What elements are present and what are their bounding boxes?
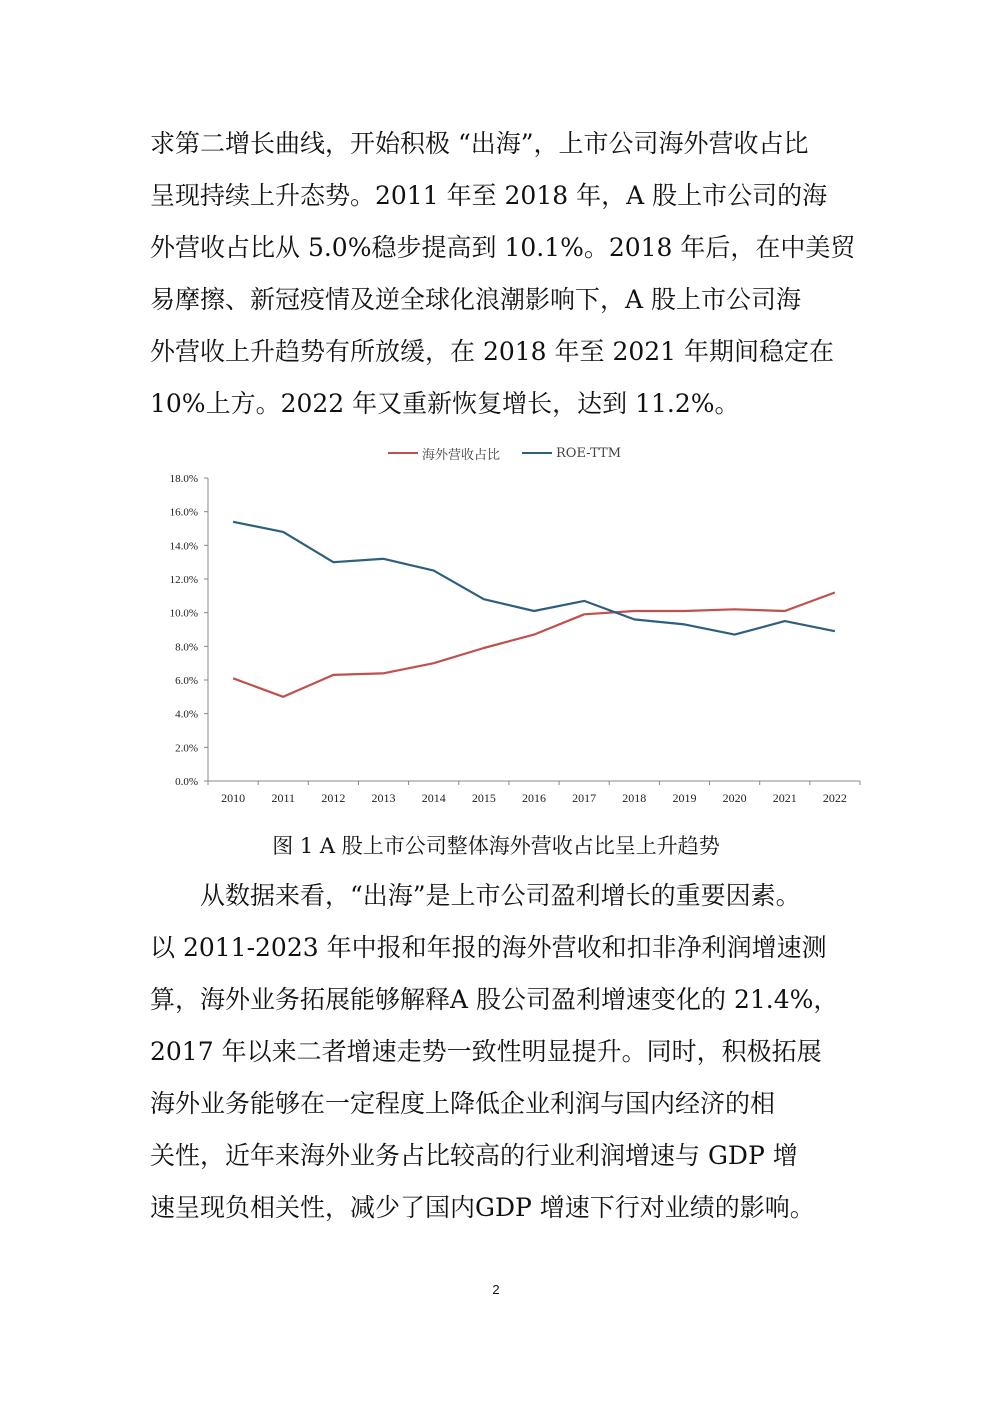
y-tick-label: 16.0%	[169, 506, 198, 519]
text-line: 以 2011-2023 年中报和年报的海外营收和扣非净利润增速测	[150, 933, 827, 962]
text-line: 2017 年以来二者增速走势一致性明显提升。同时，积极拓展	[150, 1037, 822, 1066]
text-line: 关性，近年来海外业务占比较高的行业利润增速与 GDP 增	[150, 1141, 798, 1170]
figure-caption: 图 1 A 股上市公司整体海外营收占比呈上升趋势	[272, 834, 720, 858]
x-tick-label: 2014	[421, 791, 446, 805]
x-tick-label: 2016	[522, 791, 546, 805]
chart-legend	[0, 442, 992, 464]
y-tick-label: 0.0%	[175, 776, 198, 788]
y-tick-label: 6.0%	[175, 675, 198, 687]
text-line: 算，海外业务拓展能够解释A 股公司盈利增速变化的 21.4%，	[150, 985, 839, 1014]
y-tick-label: 18.0%	[169, 473, 198, 485]
x-tick-label: 2013	[371, 791, 396, 805]
legend-label-overseas: 海外营收占比	[422, 447, 501, 463]
y-tick-label: 12.0%	[169, 574, 198, 586]
x-tick-label: 2010	[221, 791, 246, 805]
page-number: 2	[492, 1282, 500, 1297]
y-tick-label: 2.0%	[175, 742, 198, 755]
x-tick-label: 2020	[722, 791, 747, 805]
legend-label-roe: ROE-TTM	[556, 445, 621, 461]
legend-item-overseas	[388, 442, 500, 464]
legend-item-roe	[522, 442, 621, 464]
series-line-overseas-revenue	[233, 593, 835, 697]
text-line: 海外业务能够在一定程度上降低企业利润与国内经济的相	[150, 1089, 776, 1118]
x-tick-label: 2017	[572, 791, 597, 805]
y-tick-label: 14.0%	[169, 540, 198, 553]
text-line: 呈现持续上升态势。2011 年至 2018 年，A 股上市公司的海	[150, 181, 828, 210]
x-tick-label: 2021	[772, 791, 797, 805]
text-line: 易摩擦、新冠疫情及逆全球化浪潮影响下，A 股上市公司海	[150, 285, 802, 314]
y-tick-label: 4.0%	[175, 708, 198, 721]
x-tick-label: 2019	[672, 791, 697, 805]
text-line: 外营收上升趋势有所放缓，在 2018 年至 2021 年期间稳定在	[150, 337, 835, 366]
text-line: 求第二增长曲线，开始积极 “出海”，上市公司海外营收占比	[150, 129, 809, 158]
paragraph-2	[150, 870, 850, 1234]
x-tick-label: 2012	[321, 791, 346, 805]
x-tick-label: 2022	[822, 791, 847, 805]
text-line: 从数据来看，“出海”是上市公司盈利增长的重要因素。	[200, 881, 801, 910]
series-line-roe-ttm	[233, 522, 835, 635]
y-tick-label: 8.0%	[175, 641, 198, 654]
text-line: 速呈现负相关性，减少了国内GDP 增速下行对业绩的影响。	[150, 1193, 815, 1222]
x-tick-label: 2015	[471, 791, 496, 805]
paragraph-1	[150, 118, 856, 430]
text-line: 10%上方。2022 年又重新恢复增长，达到 11.2%。	[150, 389, 740, 418]
y-tick-label: 10.0%	[169, 607, 198, 620]
line-chart	[150, 465, 870, 815]
x-tick-label: 2018	[622, 791, 647, 805]
x-tick-label: 2011	[271, 791, 296, 805]
legend-swatch-roe	[522, 452, 552, 454]
legend-swatch-overseas	[388, 452, 418, 454]
text-line: 外营收占比从 5.0%稳步提高到 10.1%。2018 年后，在中美贸	[150, 233, 856, 262]
